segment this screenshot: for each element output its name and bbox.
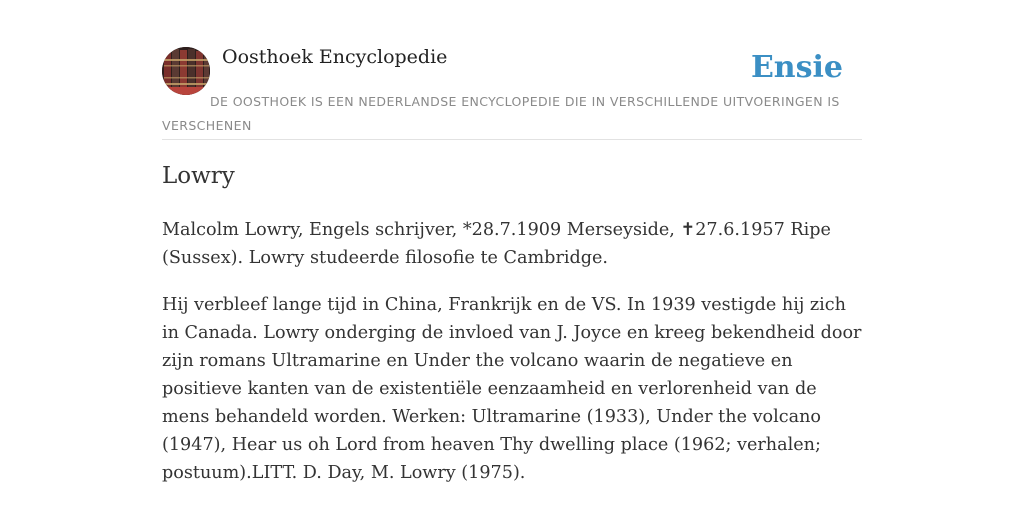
article-paragraph-2: Hij verbleef lange tijd in China, Frankrijk en de VS. In 1939 vestigde hij zich in Canada. Lowry onderging de invloed van J. Joyce en kreeg bekendheid door zijn romans Ultramarine en Under the volcano waarin de negatieve en positieve kanten van de existentiële eenzaamheid en verlorenheid van de mens behandeld worden. Werken: Ultramarine (1933), Under the volcano (1947), Hear us oh Lord from heaven Thy dwelling place (1962; verhalen; postuum).LITT. D. Day, M. Lowry (1975). [162, 295, 862, 483]
article-title: Lowry [162, 163, 235, 189]
source-tagline: DE OOSTHOEK IS EEN NEDERLANDSE ENCYCLOPEDIE DIE IN VERSCHILLENDE UITVOERINGEN IS VERSCHENEN [162, 94, 840, 133]
book-spines-icon [162, 47, 210, 95]
site-header [162, 44, 862, 140]
source-name-link[interactable]: Oosthoek Encyclopedie [222, 46, 448, 68]
ensie-logo-link[interactable]: Ensie [750, 50, 843, 85]
source-avatar[interactable] [162, 47, 210, 95]
article-paragraph-1: Malcolm Lowry, Engels schrijver, *28.7.1909 Merseyside, ✝27.6.1957 Ripe (Sussex). Lowry studeerde filosofie te Cambridge. [162, 220, 831, 268]
